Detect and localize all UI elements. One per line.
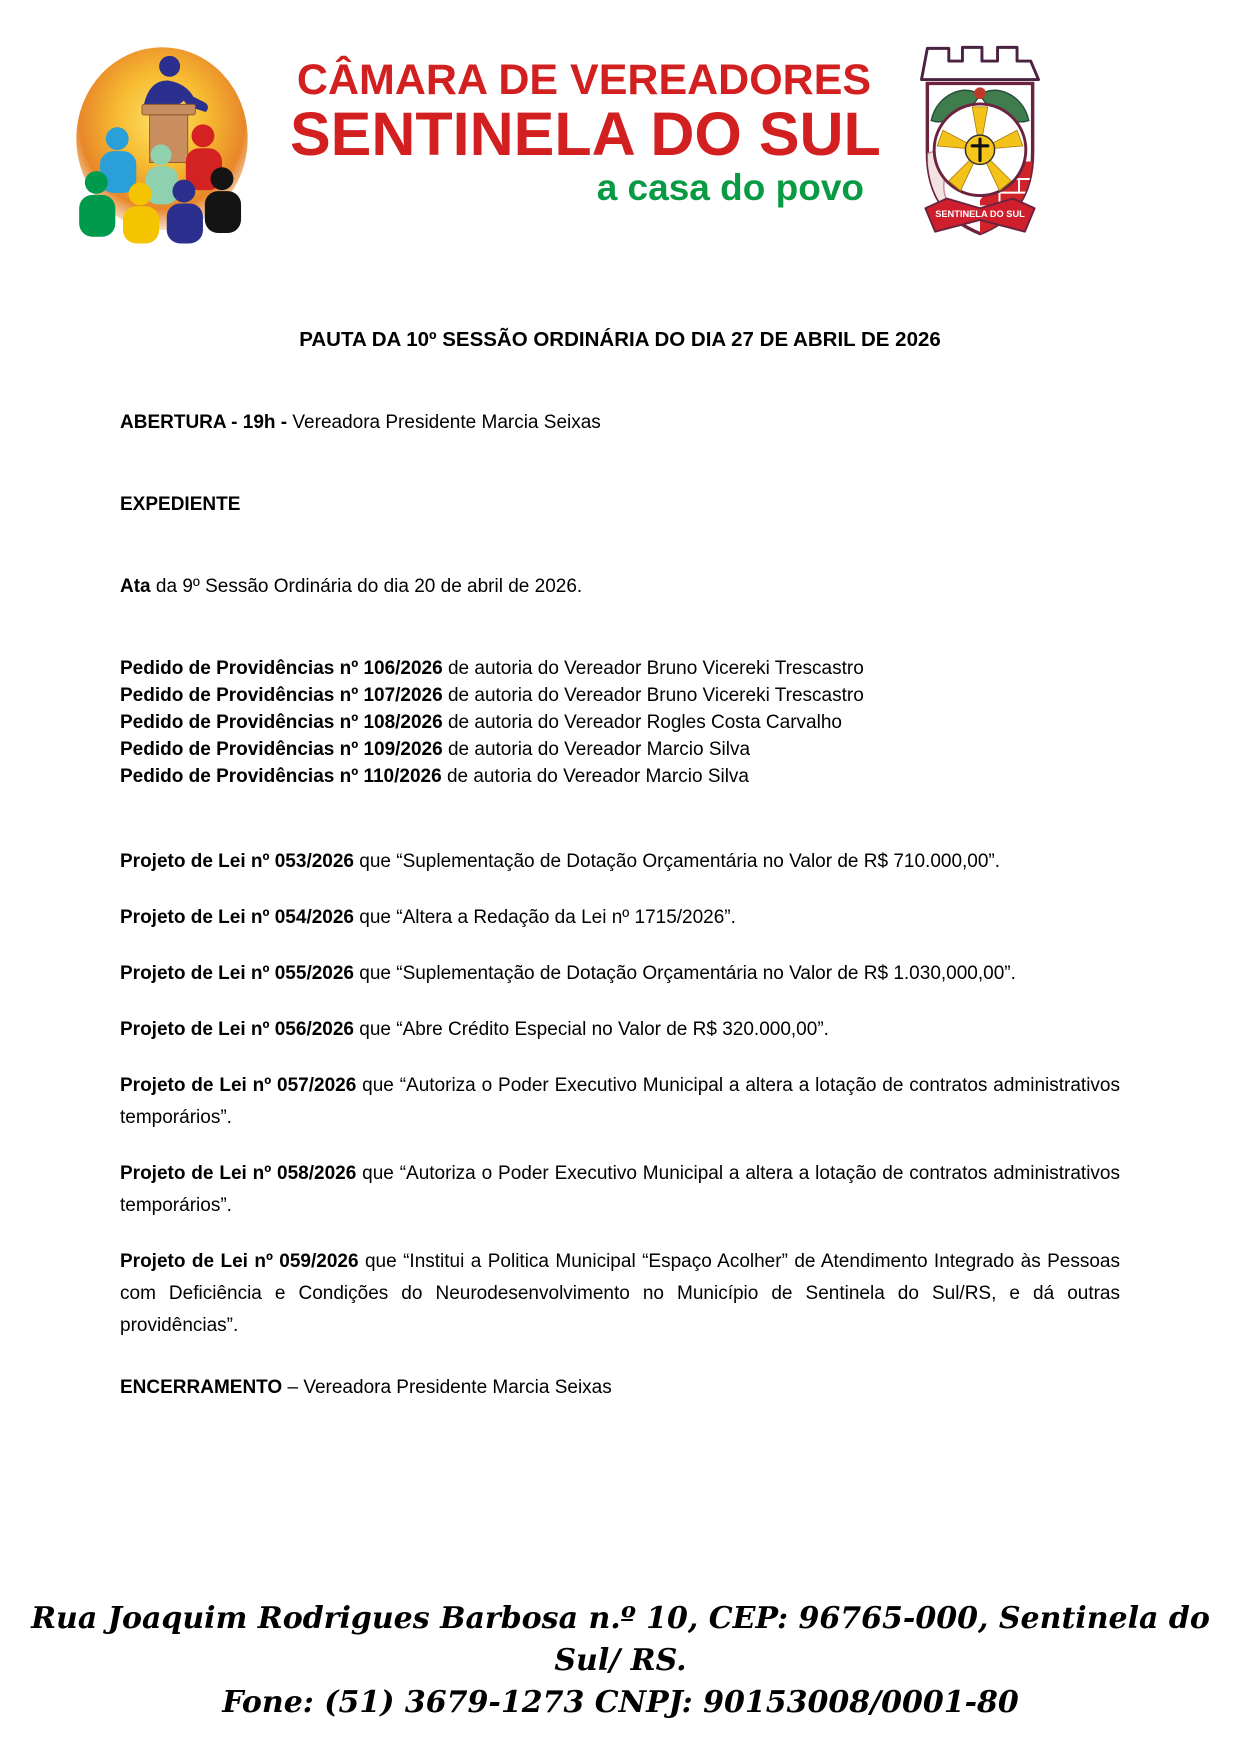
- brand-line1: CÂMARA DE VEREADORES: [296, 56, 872, 104]
- pedido-item: Pedido de Providências nº 109/2026 de autoria do Vereador Marcio Silva: [120, 739, 751, 760]
- brand-tagline: a casa do povo: [596, 167, 864, 209]
- brand-line2: SENTINELA DO SUL: [290, 100, 881, 169]
- footer-address: [0, 1598, 1241, 1724]
- projeto-item: Projeto de Lei nº 059/2026 que “Institui a Politica Municipal “Espaço Acolher” de Atendimento Integrado às Pessoas com Deficiência e Condições do Neurodesenvolvimento no Município de Sentinela do Sul/RS, e dá outras providências”.: [120, 1251, 1120, 1336]
- pedido-item: Pedido de Providências nº 108/2026 de autoria do Vereador Rogles Costa Carvalho: [120, 712, 842, 733]
- pedido-item: Pedido de Providências nº 106/2026 de autoria do Vereador Bruno Vicereki Trescastro: [120, 658, 864, 679]
- projeto-item: Projeto de Lei nº 056/2026 que “Abre Crédito Especial no Valor de R$ 320.000,00”.: [120, 1019, 829, 1040]
- camara-people-logo: [62, 40, 262, 245]
- people-assembly-icon: [62, 40, 262, 245]
- projeto-item: Projeto de Lei nº 057/2026 que “Autoriza o Poder Executivo Municipal a altera a lotação de contratos administrativos temporários”.: [120, 1075, 1120, 1128]
- expediente-heading: EXPEDIENTE: [120, 494, 241, 515]
- projeto-item: Projeto de Lei nº 053/2026 que “Suplementação de Dotação Orçamentária no Valor de R$ 710.000,00”.: [120, 851, 1001, 872]
- footer-line1: Rua Joaquim Rodrigues Barbosa n.º 10, CEP: 96765-000, Sentinela do Sul/ RS.: [31, 1601, 1210, 1678]
- brand-block: [290, 56, 881, 209]
- projeto-item: Projeto de Lei nº 058/2026 que “Autoriza o Poder Executivo Municipal a altera a lotação de contratos administrativos temporários”.: [120, 1163, 1120, 1216]
- projetos-list: [120, 846, 1120, 1342]
- coat-of-arms: [902, 36, 1058, 244]
- coat-of-arms-icon: [902, 36, 1058, 244]
- encerramento-label: ENCERRAMENTO: [120, 1377, 283, 1398]
- page-title: PAUTA DA 10º SESSÃO ORDINÁRIA DO DIA 27 DE ABRIL DE 2026: [299, 328, 941, 351]
- pedido-item: Pedido de Providências nº 110/2026 de autoria do Vereador Marcio Silva: [120, 766, 749, 787]
- abertura-label: ABERTURA - 19h -: [120, 412, 288, 433]
- crest-banner-text: SENTINELA DO SUL: [935, 209, 1025, 220]
- projeto-item: Projeto de Lei nº 055/2026 que “Suplementação de Dotação Orçamentária no Valor de R$ 1.030,000,00”.: [120, 963, 1016, 984]
- abertura-text: Vereadora Presidente Marcia Seixas: [292, 412, 601, 433]
- footer-line2: Fone: (51) 3679-1273 CNPJ: 90153008/0001-80: [222, 1685, 1019, 1720]
- encerramento-line: [120, 1374, 1120, 1401]
- pedido-item: Pedido de Providências nº 107/2026 de autoria do Vereador Bruno Vicereki Trescastro: [120, 685, 864, 706]
- ata-line: [120, 573, 1120, 600]
- document-body: [120, 326, 1120, 1401]
- ata-text: da 9º Sessão Ordinária do dia 20 de abril de 2026.: [155, 576, 583, 597]
- encerramento-text: – Vereadora Presidente Marcia Seixas: [287, 1377, 612, 1398]
- projeto-item: Projeto de Lei nº 054/2026 que “Altera a Redação da Lei nº 1715/2026”.: [120, 907, 736, 928]
- pedidos-list: [120, 655, 1120, 790]
- ata-label: Ata: [120, 576, 151, 597]
- abertura-line: [120, 409, 1120, 436]
